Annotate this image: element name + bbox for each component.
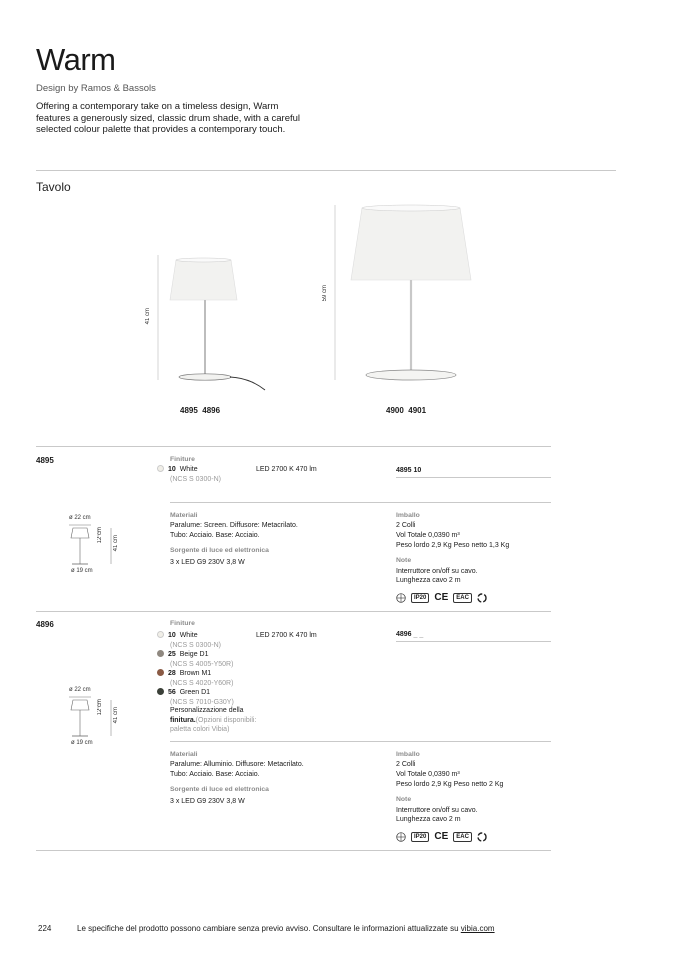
designer-credit: Design by Ramos & Bassols: [36, 83, 156, 94]
finishes-heading: Finiture: [170, 456, 195, 463]
recycle-icon: [477, 593, 487, 603]
notes-line: Lunghezza cavo 2 m: [396, 577, 461, 584]
dim-diameter-top: ø 22 cm: [69, 515, 91, 521]
packing-heading: Imballo: [396, 512, 420, 519]
packing-line: 2 Colli: [396, 761, 416, 768]
large-lamp-base: [366, 370, 456, 380]
dim-total-height: 41 cm: [113, 707, 119, 724]
packing-heading: Imballo: [396, 751, 420, 758]
hero-lamps-illustration: [140, 200, 480, 400]
small-lamp-cable: [230, 377, 265, 390]
notes-heading: Note: [396, 557, 412, 564]
product-4895-inner-divider: [170, 502, 551, 503]
recycle-icon: [477, 832, 487, 842]
large-lamp-height-label: 59 cm: [322, 285, 328, 302]
dim-diameter-top: ø 22 cm: [69, 687, 91, 693]
class-ii-icon: [396, 832, 406, 842]
packing-line: Vol Totale 0,0390 m³: [396, 771, 460, 778]
product-4896-inner-divider: [170, 741, 551, 742]
product-4896-divider: [36, 611, 551, 612]
product-description: Offering a contemporary take on a timeless design, Warm features a generously sized, classic drum shade, with a careful selected colour palette that provides a contemporary touch.: [36, 101, 301, 135]
dim-diameter-base: ø 19 cm: [71, 568, 93, 574]
notes-line: Interruttore on/off su cavo.: [396, 807, 478, 814]
bottom-divider: [36, 850, 551, 851]
footer-disclaimer: Le specifiche del prodotto possono cambiare senza previo avviso. Consultare le informazioni attualizzate su vibia.com: [77, 924, 495, 933]
large-lamp-codes: 4900 4901: [386, 406, 427, 415]
packing-line: Peso lordo 2,9 Kg Peso netto 2 Kg: [396, 781, 504, 788]
large-lamp-shade-top: [362, 205, 460, 211]
dim-diameter-base: ø 19 cm: [71, 740, 93, 746]
packing-line: 2 Colli: [396, 522, 416, 529]
materials-line: Tubo: Acciaio. Base: Acciaio.: [170, 532, 260, 539]
product-code: 4895: [36, 456, 54, 465]
page-title: Warm: [36, 42, 116, 77]
materials-heading: Materiali: [170, 751, 198, 758]
small-lamp-shade: [170, 260, 237, 300]
order-code-underline: [396, 477, 551, 478]
small-lamp-height-label: 41 cm: [145, 308, 151, 325]
materials-line: Paralume: Alluminio. Diffusore: Metacrilato.: [170, 761, 304, 768]
light-source: 3 x LED G9 230V 3,8 W: [170, 559, 245, 566]
dim-shade: [71, 528, 89, 538]
class-ii-icon: [396, 593, 406, 603]
finish-item: 28 Brown M1: [157, 669, 267, 679]
product-code: 4896: [36, 620, 54, 629]
section-title: Tavolo: [36, 180, 71, 194]
small-lamp-base: [179, 374, 231, 380]
light-source: 3 x LED G9 230V 3,8 W: [170, 798, 245, 805]
packing-line: Peso lordo 2,9 Kg Peso netto 1,3 Kg: [396, 542, 510, 549]
finish-list: 10 White (NCS S 0300-N) 25 Beige D1 (NCS S 4005-Y50R) 28 Brown M1 (NCS S 4020-Y60R) 56 Green D1 (NCS S 7010-G30Y): [157, 631, 267, 707]
page-number: 224: [38, 924, 52, 933]
small-lamp-codes: 4895 4896: [180, 406, 221, 415]
materials-line: Tubo: Acciaio. Base: Acciaio.: [170, 771, 260, 778]
certifications: [396, 592, 487, 603]
order-code-underline: [396, 641, 551, 642]
ce-mark-icon: CE: [434, 592, 449, 603]
notes-heading: Note: [396, 796, 412, 803]
notes-line: Lunghezza cavo 2 m: [396, 816, 461, 823]
order-code: 4896 _ _: [396, 631, 424, 638]
ip-rating-badge: IP20: [411, 832, 429, 842]
materials-heading: Materiali: [170, 512, 198, 519]
led-spec: LED 2700 K 470 lm: [256, 632, 317, 639]
dim-shade: [71, 700, 89, 710]
eac-badge: EAC: [453, 832, 472, 842]
finish-swatch: [157, 465, 164, 472]
customization-note: Personalizzazione della finitura.(Opzioni disponibili: paletta colori Vibia): [170, 707, 257, 733]
finish-item: 10 White: [157, 631, 267, 641]
small-lamp-shade-top: [176, 258, 231, 262]
led-spec: LED 2700 K 470 lm: [256, 466, 317, 473]
order-code: 4895 10: [396, 467, 422, 474]
light-source-heading: Sorgente di luce ed elettronica: [170, 547, 269, 554]
certifications: [396, 831, 487, 842]
header-divider: [36, 170, 616, 171]
ip-rating-badge: IP20: [411, 593, 429, 603]
light-source-heading: Sorgente di luce ed elettronica: [170, 786, 269, 793]
large-lamp-shade: [351, 208, 471, 280]
finish-item: 56 Green D1: [157, 688, 267, 698]
dim-total-height: 41 cm: [113, 535, 119, 552]
finish-item: 25 Beige D1: [157, 650, 267, 660]
vibia-link[interactable]: vibia.com: [460, 924, 495, 933]
materials-line: Paralume: Screen. Diffusore: Metacrilato.: [170, 522, 298, 529]
dim-shade-height: 12 cm: [97, 527, 103, 544]
notes-line: Interruttore on/off su cavo.: [396, 568, 478, 575]
finish-item: 10 White (NCS S 0300-N): [157, 465, 257, 484]
packing-line: Vol Totale 0,0390 m³: [396, 532, 460, 539]
finishes-heading: Finiture: [170, 620, 195, 627]
ce-mark-icon: CE: [434, 831, 449, 842]
eac-badge: EAC: [453, 593, 472, 603]
product-4895-divider: [36, 446, 551, 447]
dim-shade-height: 12 cm: [97, 699, 103, 716]
